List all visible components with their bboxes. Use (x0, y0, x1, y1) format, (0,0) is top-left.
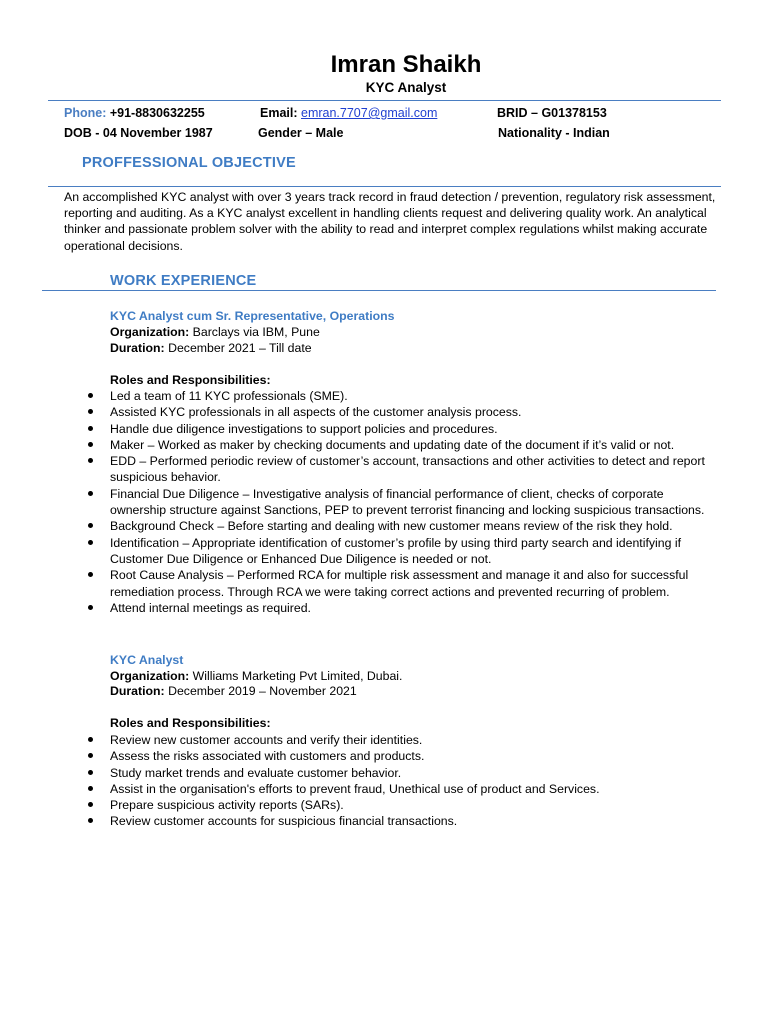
list-item (88, 765, 718, 781)
bullet-icon (88, 523, 93, 528)
bullet-icon (88, 540, 93, 545)
objective-divider (48, 186, 721, 187)
duration-value: December 2021 – Till date (164, 341, 312, 355)
list-item (88, 600, 718, 616)
list-item (88, 813, 718, 829)
bullet-icon (88, 572, 93, 577)
candidate-name: Imran Shaikh (330, 51, 482, 78)
bullet-icon (88, 753, 93, 758)
list-item (88, 732, 718, 748)
list-item (88, 781, 718, 797)
job-title: KYC Analyst cum Sr. Representative, Operations (110, 309, 395, 323)
candidate-role: KYC Analyst (365, 80, 447, 95)
list-item-text: Handle due diligence investigations to support policies and procedures. (110, 421, 498, 436)
bullet-icon (88, 409, 93, 414)
list-item (88, 437, 718, 453)
duration-label: Duration: (110, 341, 165, 355)
header-divider (48, 100, 721, 101)
nationality-info: Nationality - Indian (498, 126, 610, 140)
list-item-text: Background Check – Before starting and dealing with new customer means review of the risk they hold. (110, 519, 673, 534)
list-item-text: Led a team of 11 KYC professionals (SME). (110, 389, 348, 403)
bullet-icon (88, 426, 93, 431)
bullet-icon (88, 393, 93, 398)
bullet-icon (88, 770, 93, 775)
list-item-text: Study market trends and evaluate customer behavior. (110, 765, 402, 780)
list-item-text: Maker – Worked as maker by checking documents and updating date of the document if it’s valid or not. (110, 437, 675, 452)
list-item-text: Prepare suspicious activity reports (SARs). (110, 798, 344, 813)
list-item-text: Review new customer accounts and verify their identities. (110, 733, 423, 747)
phone-label: Phone: (64, 106, 107, 120)
list-item (88, 567, 718, 600)
bullet-icon (88, 491, 93, 496)
bullet-icon (88, 605, 93, 610)
experience-divider (42, 290, 716, 291)
duration-label: Duration: (110, 684, 165, 698)
list-item-text: Root Cause Analysis – Performed RCA for multiple risk assessment and manage it and also for successful remediation process. Through RCA we were taking correct actions and prevented recurring of problem. (110, 568, 689, 599)
organization-label: Organization: (110, 669, 190, 683)
list-item (88, 421, 718, 437)
list-item (88, 748, 718, 764)
objective-heading: PROFFESSIONAL OBJECTIVE (82, 155, 296, 171)
email-info (260, 105, 437, 121)
responsibilities-list (88, 388, 718, 616)
bullet-icon (88, 802, 93, 807)
bullet-icon (88, 818, 93, 823)
organization-label: Organization: (110, 325, 190, 339)
job-duration (110, 683, 357, 699)
gender-info: Gender – Male (258, 126, 344, 140)
experience-heading: WORK EXPERIENCE (110, 273, 257, 289)
dob-info: DOB - 04 November 1987 (64, 126, 213, 140)
bullet-icon (88, 442, 93, 447)
bullet-icon (88, 737, 93, 742)
organization-value: Williams Marketing Pvt Limited, Dubai. (189, 669, 403, 683)
list-item-text: Assess the risks associated with customers and products. (110, 749, 425, 764)
responsibilities-list (88, 732, 718, 830)
roles-heading: Roles and Responsibilities: (110, 716, 271, 730)
list-item (88, 453, 718, 486)
list-item-text: Assisted KYC professionals in all aspects of the customer analysis process. (110, 405, 522, 420)
duration-value: December 2019 – November 2021 (164, 684, 357, 698)
list-item-text: Identification – Appropriate identification of customer’s profile by using third party search and identifying if Customer Due Diligence or Enhanced Due Diligence is needed or not. (110, 535, 681, 566)
job-title: KYC Analyst (110, 653, 184, 667)
list-item (88, 518, 718, 534)
job-organization (110, 324, 320, 340)
list-item (88, 388, 718, 404)
list-item (88, 486, 718, 519)
brid-info: BRID – G01378153 (497, 106, 607, 120)
job-organization (110, 668, 402, 684)
list-item-text: Review customer accounts for suspicious financial transactions. (110, 814, 458, 829)
email-link[interactable]: emran.7707@gmail.com (301, 106, 438, 120)
bullet-icon (88, 786, 93, 791)
list-item (88, 797, 718, 813)
list-item-text: EDD – Performed periodic review of customer’s account, transactions and other activities to detect and report suspicious behavior. (110, 454, 705, 485)
roles-heading: Roles and Responsibilities: (110, 373, 271, 387)
email-label: Email: (260, 106, 298, 120)
list-item (88, 535, 718, 568)
organization-value: Barclays via IBM, Pune (189, 325, 320, 339)
list-item-text: Assist in the organisation's efforts to prevent fraud, Unethical use of product and Services. (110, 781, 600, 796)
phone-info (64, 105, 205, 121)
list-item-text: Financial Due Diligence – Investigative analysis of financial performance of client, checks of corporate ownership structure against Sanctions, PEP to prevent terrorist financing and locking suspicious transactions. (110, 486, 705, 518)
list-item (88, 404, 718, 420)
job-duration (110, 340, 312, 356)
bullet-icon (88, 458, 93, 463)
list-item-text: Attend internal meetings as required. (110, 600, 311, 615)
phone-value: +91-8830632255 (106, 106, 205, 120)
objective-text: An accomplished KYC analyst with over 3 years track record in fraud detection / prevention, regulatory risk assessment, reporting and auditing. As a KYC analyst excellent in handling clients request and delivering quality work. An analytical thinker and passionate problem solver with the ability to read and interpret complex regulations whilst making accurate operational decisions. (64, 190, 716, 253)
